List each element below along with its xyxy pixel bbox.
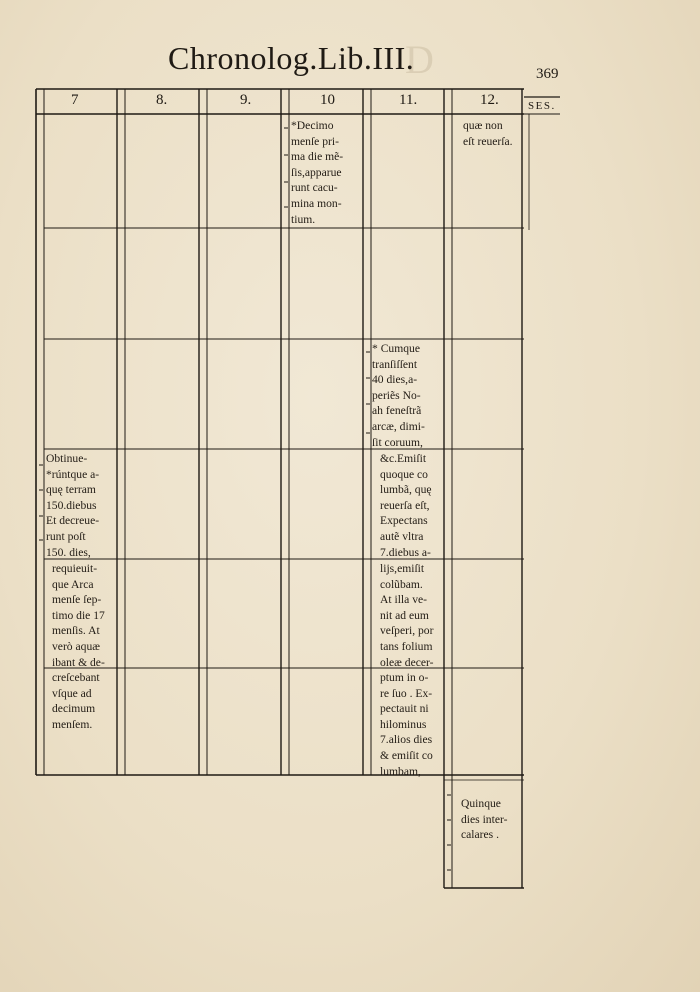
side-header-ses: SES. <box>528 100 556 112</box>
entry-col7-requieuit: requieuit- que Arca menſe ſep- timo die 17 menſis. At verò aquæ ibant & de- <box>52 562 105 669</box>
entry-col12-quinque: Quinque dies inter- calares . <box>461 797 508 842</box>
entry-col10-decimo: *Decimo menſe pri- ma die mẽ- ſis,apparue runt cacu- mina mon- tium. <box>291 119 344 226</box>
entry-col7-crescebant: creſcebant vſque ad decimum menſem. <box>52 671 100 731</box>
entry-col11-cumque: * Cumque tranſiſſent 40 dies,a- periẽs No- ah feneſtrã arcæ, dimi- ſit coruum, <box>372 342 425 449</box>
entry-col7-obtinue: Obtinue- *rúntque a- quę terram 150.diebus Et decreue- runt poſt 150. dies, <box>46 452 100 559</box>
column-header-9: 9. <box>240 92 252 108</box>
entry-col12-reuersa: quæ non eſt reuerſa. <box>463 119 513 148</box>
column-header-12: 12. <box>480 92 499 108</box>
bleed-through-initial: D <box>405 37 434 82</box>
column-header-10: 10 <box>320 92 335 108</box>
column-header-11: 11. <box>399 92 418 108</box>
entry-col11-emisit: &c.Emiſit quoque co lumbã, quę reuerſa eſt, Expectans autẽ vltra 7.diebus a- <box>380 452 432 559</box>
entry-col11-lijs: lijs,emiſit colũbam. At illa ve- nit ad eum veſperi, por tans folium oleæ decer- <box>380 562 434 669</box>
column-header-7: 7 <box>71 92 79 108</box>
column-header-8: 8. <box>156 92 168 108</box>
entry-col11-ptum: ptum in o- re ſuo . Ex- pectauit ni hilominus 7.alios dies & emiſit co lumbam, <box>380 671 433 778</box>
running-title: Chronolog.Lib.III. <box>168 40 415 76</box>
page-number: 369 <box>536 66 559 82</box>
